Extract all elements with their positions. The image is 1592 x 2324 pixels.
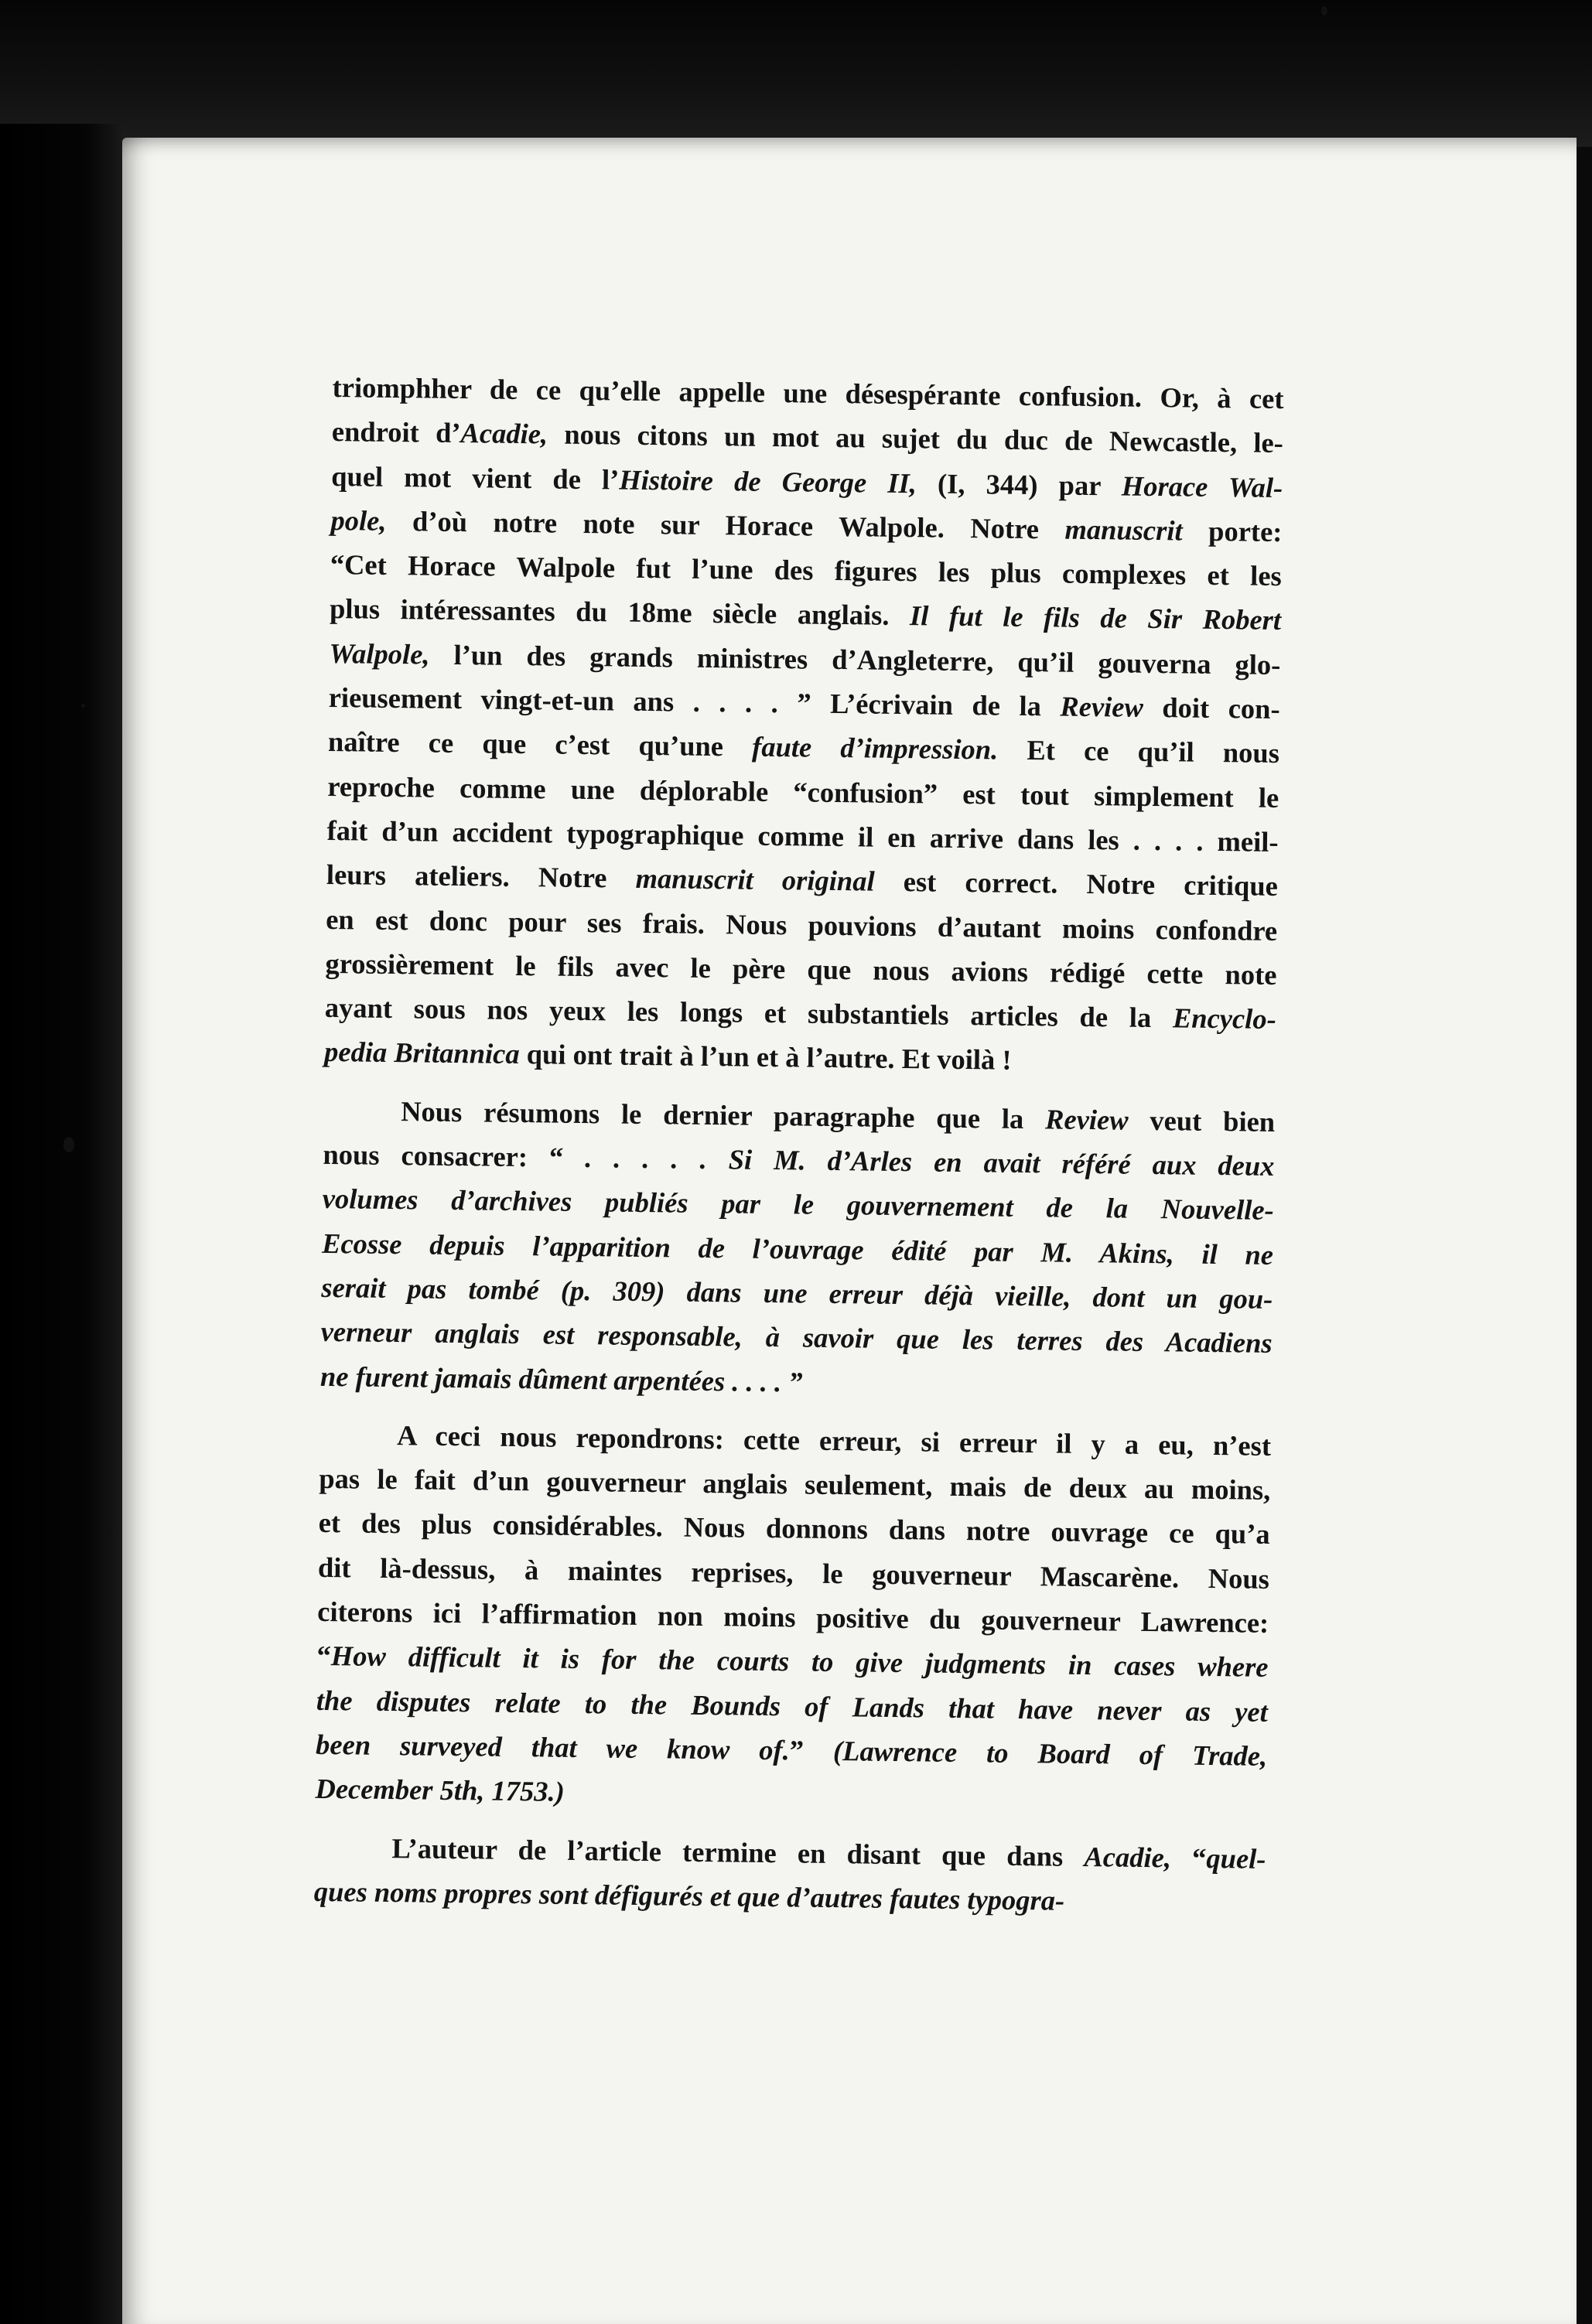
- text-run: en est donc pour ses frais. Nous pouvions d’autant moins confondre: [326, 903, 1278, 947]
- text-run: porte:: [1182, 514, 1283, 548]
- margin-mark: [108, 1524, 113, 1534]
- text-run: “: [316, 1640, 332, 1672]
- italic-run: Review: [1060, 690, 1144, 723]
- text-run: dit là-dessus, à maintes reprises, le gouverneur Mascarène. Nous: [317, 1551, 1270, 1595]
- text-run: ”: [789, 1734, 834, 1766]
- italic-run: Acadie,: [1084, 1840, 1172, 1873]
- text-run: qui ont trait à l’un et à l’autre. Et voilà !: [519, 1038, 1012, 1077]
- italic-run: manuscrit original: [635, 862, 875, 897]
- italic-run: quel-: [1206, 1841, 1266, 1875]
- text-run: triomphher de ce qu’elle appelle une désespérante confusion. Or, à cet: [332, 370, 1284, 415]
- italic-run: Ecosse depuis l’apparition de l’ouvrage édité par M. Akins, il ne: [321, 1227, 1274, 1271]
- text-run: “Cet Horace Walpole fut l’une des figures les plus complexes et les: [330, 548, 1283, 592]
- text-run: reproche comme une déplorable “confusion” est tout simplement le: [327, 770, 1279, 814]
- italic-run: December 5th, 1753.): [315, 1773, 565, 1808]
- text-run: quel mot vient de l’: [331, 459, 620, 496]
- italic-run: Encyclo-: [1172, 1002, 1277, 1036]
- page-text: [314, 365, 1284, 1925]
- italic-run: Il fut le fils de Sir Robert: [909, 599, 1282, 636]
- text-run: fait d’un accident typographique comme il en arrive dans les . . . . meil-: [326, 814, 1279, 858]
- italic-run: the disputes relate to the Bounds of Lands that have never as yet: [316, 1684, 1269, 1728]
- text-run: rieusement vingt-et-un ans . . . . ” L’écrivain de la: [328, 681, 1061, 722]
- paragraph: [315, 1412, 1271, 1823]
- italic-run: pedia Britannica: [323, 1036, 520, 1070]
- paragraph: [314, 1824, 1266, 1925]
- text-run: grossièrement le fils avec le père que nous avions rédigé cette note: [325, 947, 1277, 991]
- italic-run: ques noms propres sont défigurés et que d’autres fautes typogra-: [313, 1875, 1065, 1916]
- paragraph: [324, 365, 1284, 1086]
- italic-run: manuscrit: [1064, 513, 1183, 547]
- text-run: “: [1170, 1841, 1207, 1874]
- text-run: est correct. Notre critique: [874, 865, 1279, 903]
- italic-run: (Lawrence to Board of Trade,: [832, 1734, 1268, 1772]
- italic-run: . . . . . Si M. d’Arles en avait référé aux deux: [584, 1142, 1275, 1182]
- text-run: et des plus considérables. Nous donnons dans notre ouvrage ce qu’a: [318, 1507, 1270, 1551]
- italic-run: ne furent jamais dûment arpentées . . . . ”: [319, 1360, 803, 1398]
- dust-speck: [1321, 6, 1327, 15]
- book-spine-shadow: [0, 124, 124, 2324]
- text-run: citerons ici l’affirmation non moins positive du gouverneur Lawrence:: [317, 1595, 1269, 1639]
- text-run: l’un des grands ministres d’Angleterre, qu’il gouverna glo-: [429, 638, 1281, 681]
- text-run: ayant sous nos yeux les longs et substantiels articles de la: [324, 991, 1174, 1034]
- margin-mark: [63, 1137, 74, 1152]
- text-run: pas le fait d’un gouverneur anglais seulement, mais de deux au moins,: [319, 1462, 1271, 1507]
- text-run: nous consacrer: “: [323, 1138, 586, 1174]
- italic-run: pole,: [330, 503, 387, 537]
- text-run: naître ce que c’est qu’une: [327, 725, 753, 763]
- italic-run: Histoire de George II,: [619, 463, 917, 499]
- text-run: leurs ateliers. Notre: [326, 858, 636, 895]
- italic-run: Walpole,: [329, 636, 430, 671]
- text-run: nous citons un mot au sujet du duc de Newcastle, le-: [547, 418, 1284, 459]
- text-run: Et ce qu’il nous: [997, 733, 1280, 770]
- text-run: veut bien: [1128, 1104, 1276, 1138]
- italic-run: How difficult it is for the courts to give judgments in cases where: [330, 1640, 1269, 1684]
- italic-run: serait pas tombé (p. 309) dans une erreur déjà vieille, dont un gou-: [321, 1271, 1273, 1315]
- text-run: d’où notre note sur Horace Walpole. Notre: [386, 504, 1065, 545]
- italic-run: Review: [1044, 1103, 1129, 1136]
- margin-mark: [81, 704, 85, 708]
- text-run: plus intéressantes du 18me siècle anglais.: [329, 592, 910, 632]
- italic-run: volumes d’archives publiés par le gouvernement de la Nouvelle-: [322, 1182, 1274, 1227]
- scan-top-edge: [0, 0, 1592, 147]
- italic-run: Horace Wal-: [1121, 469, 1283, 503]
- italic-run: been surveyed that we know of.: [315, 1728, 791, 1766]
- italic-run: faute d’impression.: [751, 731, 999, 766]
- text-run: A ceci nous repondrons: cette erreur, si erreur il y a eu, n’est: [396, 1418, 1272, 1462]
- text-run: doit con-: [1143, 691, 1280, 725]
- text-run: (I, 344) par: [916, 466, 1122, 502]
- italic-run: Acadie,: [460, 417, 548, 450]
- italic-run: verneur anglais est responsable, à savoir que les terres des Acadiens: [320, 1316, 1273, 1360]
- text-run: Nous résumons le dernier paragraphe que la: [400, 1094, 1046, 1135]
- text-run: endroit d’: [331, 415, 461, 449]
- text-run: L’auteur de l’article termine en disant que dans: [391, 1831, 1085, 1872]
- paragraph: [320, 1088, 1276, 1410]
